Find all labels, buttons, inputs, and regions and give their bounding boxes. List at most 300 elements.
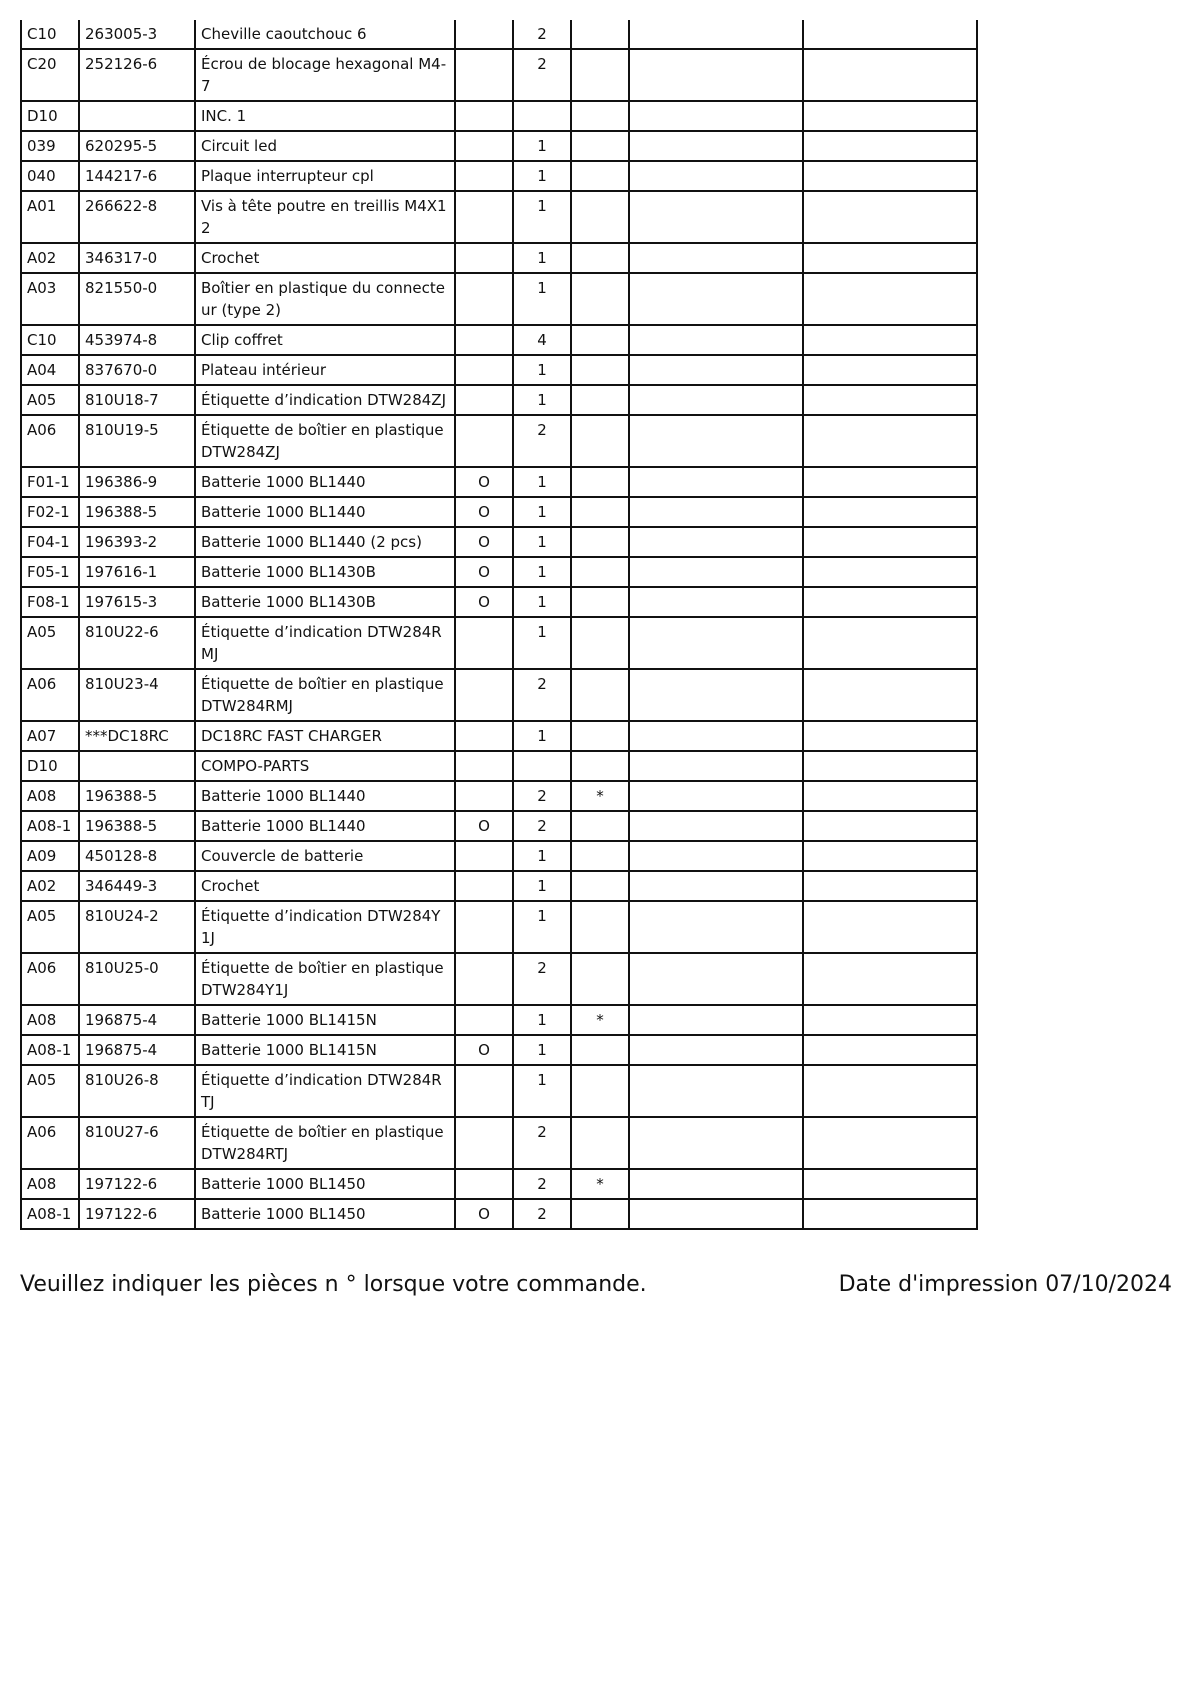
description-cell: Batterie 1000 BL1440: [195, 781, 455, 811]
description-cell: Batterie 1000 BL1415N: [195, 1005, 455, 1035]
empty-cell: [629, 497, 803, 527]
position-cell: 040: [21, 161, 79, 191]
position-cell: A06: [21, 1117, 79, 1169]
table-row: [21, 273, 977, 325]
note-marker-cell: [571, 751, 629, 781]
option-marker-cell: [455, 721, 513, 751]
table-row: [21, 1065, 977, 1117]
empty-cell: [629, 721, 803, 751]
position-cell: A02: [21, 871, 79, 901]
quantity-cell: 1: [513, 841, 571, 871]
part-number-cell: 196388-5: [79, 781, 195, 811]
table-row: [21, 1199, 977, 1229]
position-cell: 039: [21, 131, 79, 161]
note-marker-cell: [571, 1199, 629, 1229]
table-row: [21, 20, 977, 49]
note-marker-cell: [571, 587, 629, 617]
empty-cell: [629, 191, 803, 243]
part-number-cell: 837670-0: [79, 355, 195, 385]
quantity-cell: 2: [513, 781, 571, 811]
empty-cell: [629, 1117, 803, 1169]
empty-cell: [803, 1199, 977, 1229]
note-marker-cell: [571, 617, 629, 669]
quantity-cell: 1: [513, 587, 571, 617]
table-row: [21, 781, 977, 811]
quantity-cell: 1: [513, 273, 571, 325]
table-row: [21, 1035, 977, 1065]
empty-cell: [629, 953, 803, 1005]
empty-cell: [803, 467, 977, 497]
empty-cell: [629, 243, 803, 273]
position-cell: F05-1: [21, 557, 79, 587]
empty-cell: [803, 131, 977, 161]
note-marker-cell: [571, 811, 629, 841]
note-marker-cell: [571, 191, 629, 243]
option-marker-cell: [455, 20, 513, 49]
quantity-cell: 2: [513, 953, 571, 1005]
part-number-cell: 810U26-8: [79, 1065, 195, 1117]
quantity-cell: 1: [513, 191, 571, 243]
empty-cell: [803, 1117, 977, 1169]
empty-cell: [629, 751, 803, 781]
part-number-cell: 196393-2: [79, 527, 195, 557]
quantity-cell: 1: [513, 871, 571, 901]
part-number-cell: 144217-6: [79, 161, 195, 191]
part-number-cell: 810U18-7: [79, 385, 195, 415]
table-row: [21, 325, 977, 355]
empty-cell: [629, 901, 803, 953]
empty-cell: [803, 325, 977, 355]
description-cell: Batterie 1000 BL1440: [195, 497, 455, 527]
part-number-cell: 810U19-5: [79, 415, 195, 467]
quantity-cell: [513, 101, 571, 131]
empty-cell: [629, 557, 803, 587]
page-footer: [20, 1271, 1172, 1299]
part-number-cell: 196875-4: [79, 1005, 195, 1035]
description-cell: Circuit led: [195, 131, 455, 161]
empty-cell: [803, 385, 977, 415]
description-cell: Étiquette de boîtier en plastique DTW284ZJ: [195, 415, 455, 467]
quantity-cell: 2: [513, 20, 571, 49]
empty-cell: [629, 1169, 803, 1199]
option-marker-cell: [455, 841, 513, 871]
table-row: [21, 243, 977, 273]
note-marker-cell: [571, 20, 629, 49]
position-cell: A01: [21, 191, 79, 243]
note-marker-cell: [571, 325, 629, 355]
option-marker-cell: O: [455, 497, 513, 527]
quantity-cell: 1: [513, 1005, 571, 1035]
position-cell: F08-1: [21, 587, 79, 617]
empty-cell: [629, 871, 803, 901]
description-cell: Couvercle de batterie: [195, 841, 455, 871]
option-marker-cell: O: [455, 1035, 513, 1065]
description-cell: Écrou de blocage hexagonal M4-7: [195, 49, 455, 101]
empty-cell: [629, 811, 803, 841]
option-marker-cell: [455, 1005, 513, 1035]
empty-cell: [629, 415, 803, 467]
description-cell: Plateau intérieur: [195, 355, 455, 385]
quantity-cell: 4: [513, 325, 571, 355]
option-marker-cell: [455, 325, 513, 355]
position-cell: A08-1: [21, 1199, 79, 1229]
quantity-cell: 1: [513, 1035, 571, 1065]
empty-cell: [803, 811, 977, 841]
table-row: [21, 669, 977, 721]
note-marker-cell: [571, 527, 629, 557]
empty-cell: [803, 191, 977, 243]
note-marker-cell: [571, 161, 629, 191]
part-number-cell: 810U23-4: [79, 669, 195, 721]
option-marker-cell: [455, 1065, 513, 1117]
empty-cell: [803, 20, 977, 49]
empty-cell: [629, 781, 803, 811]
position-cell: A05: [21, 617, 79, 669]
option-marker-cell: [455, 669, 513, 721]
part-number-cell: 263005-3: [79, 20, 195, 49]
part-number-cell: 810U24-2: [79, 901, 195, 953]
position-cell: A08: [21, 781, 79, 811]
part-number-cell: 346449-3: [79, 871, 195, 901]
part-number-cell: 620295-5: [79, 131, 195, 161]
empty-cell: [803, 273, 977, 325]
quantity-cell: 1: [513, 385, 571, 415]
empty-cell: [629, 355, 803, 385]
note-marker-cell: [571, 1065, 629, 1117]
empty-cell: [803, 669, 977, 721]
part-number-cell: 197616-1: [79, 557, 195, 587]
part-number-cell: 197122-6: [79, 1169, 195, 1199]
description-cell: Batterie 1000 BL1440: [195, 811, 455, 841]
table-row: [21, 355, 977, 385]
position-cell: A09: [21, 841, 79, 871]
empty-cell: [629, 1035, 803, 1065]
position-cell: A05: [21, 1065, 79, 1117]
description-cell: Batterie 1000 BL1450: [195, 1199, 455, 1229]
empty-cell: [803, 355, 977, 385]
note-marker-cell: [571, 101, 629, 131]
option-marker-cell: O: [455, 1199, 513, 1229]
description-cell: Étiquette d’indication DTW284Y1J: [195, 901, 455, 953]
part-number-cell: 197615-3: [79, 587, 195, 617]
table-row: [21, 617, 977, 669]
note-marker-cell: *: [571, 781, 629, 811]
position-cell: A07: [21, 721, 79, 751]
empty-cell: [629, 325, 803, 355]
quantity-cell: [513, 751, 571, 781]
option-marker-cell: [455, 101, 513, 131]
empty-cell: [629, 467, 803, 497]
note-marker-cell: [571, 355, 629, 385]
option-marker-cell: [455, 385, 513, 415]
empty-cell: [803, 527, 977, 557]
option-marker-cell: [455, 131, 513, 161]
part-number-cell: 266622-8: [79, 191, 195, 243]
table-row: [21, 901, 977, 953]
part-number-cell: 197122-6: [79, 1199, 195, 1229]
empty-cell: [803, 415, 977, 467]
description-cell: DC18RC FAST CHARGER: [195, 721, 455, 751]
quantity-cell: 2: [513, 669, 571, 721]
description-cell: Étiquette de boîtier en plastique DTW284Y1J: [195, 953, 455, 1005]
position-cell: A08-1: [21, 811, 79, 841]
note-marker-cell: *: [571, 1169, 629, 1199]
description-cell: Plaque interrupteur cpl: [195, 161, 455, 191]
position-cell: A06: [21, 415, 79, 467]
position-cell: A08: [21, 1005, 79, 1035]
empty-cell: [629, 1065, 803, 1117]
description-cell: Vis à tête poutre en treillis M4X12: [195, 191, 455, 243]
description-cell: Batterie 1000 BL1430B: [195, 587, 455, 617]
table-row: [21, 101, 977, 131]
print-date: Date d'impression 07/10/2024: [838, 1272, 1172, 1297]
table-row: [21, 1169, 977, 1199]
quantity-cell: 2: [513, 1199, 571, 1229]
quantity-cell: 1: [513, 497, 571, 527]
option-marker-cell: [455, 901, 513, 953]
part-number-cell: 196875-4: [79, 1035, 195, 1065]
empty-cell: [803, 901, 977, 953]
option-marker-cell: O: [455, 557, 513, 587]
empty-cell: [629, 617, 803, 669]
empty-cell: [803, 49, 977, 101]
empty-cell: [629, 1199, 803, 1229]
position-cell: A05: [21, 385, 79, 415]
table-row: [21, 161, 977, 191]
empty-cell: [803, 617, 977, 669]
empty-cell: [803, 1169, 977, 1199]
option-marker-cell: [455, 617, 513, 669]
table-row: [21, 385, 977, 415]
option-marker-cell: [455, 871, 513, 901]
empty-cell: [629, 385, 803, 415]
description-cell: Étiquette d’indication DTW284ZJ: [195, 385, 455, 415]
option-marker-cell: [455, 191, 513, 243]
empty-cell: [803, 751, 977, 781]
table-row: [21, 953, 977, 1005]
quantity-cell: 1: [513, 131, 571, 161]
note-marker-cell: [571, 49, 629, 101]
position-cell: A03: [21, 273, 79, 325]
parts-table-body: [21, 20, 977, 1229]
option-marker-cell: [455, 1169, 513, 1199]
quantity-cell: 1: [513, 901, 571, 953]
description-cell: Étiquette de boîtier en plastique DTW284RTJ: [195, 1117, 455, 1169]
part-number-cell: 450128-8: [79, 841, 195, 871]
description-cell: Clip coffret: [195, 325, 455, 355]
option-marker-cell: O: [455, 467, 513, 497]
position-cell: D10: [21, 751, 79, 781]
quantity-cell: 2: [513, 811, 571, 841]
quantity-cell: 2: [513, 415, 571, 467]
description-cell: Crochet: [195, 871, 455, 901]
table-row: [21, 587, 977, 617]
order-instruction: Veuillez indiquer les pièces n ° lorsque votre commande.: [20, 1272, 647, 1297]
note-marker-cell: [571, 557, 629, 587]
part-number-cell: 196388-5: [79, 811, 195, 841]
description-cell: Étiquette d’indication DTW284RMJ: [195, 617, 455, 669]
option-marker-cell: [455, 355, 513, 385]
table-row: [21, 49, 977, 101]
description-cell: Batterie 1000 BL1440 (2 pcs): [195, 527, 455, 557]
description-cell: INC. 1: [195, 101, 455, 131]
empty-cell: [803, 841, 977, 871]
description-cell: Crochet: [195, 243, 455, 273]
table-row: [21, 415, 977, 467]
position-cell: A08: [21, 1169, 79, 1199]
empty-cell: [803, 871, 977, 901]
note-marker-cell: [571, 1035, 629, 1065]
note-marker-cell: [571, 131, 629, 161]
note-marker-cell: [571, 415, 629, 467]
description-cell: Cheville caoutchouc 6: [195, 20, 455, 49]
empty-cell: [803, 721, 977, 751]
position-cell: A04: [21, 355, 79, 385]
quantity-cell: 1: [513, 617, 571, 669]
empty-cell: [629, 587, 803, 617]
empty-cell: [629, 841, 803, 871]
empty-cell: [629, 1005, 803, 1035]
note-marker-cell: [571, 871, 629, 901]
option-marker-cell: [455, 273, 513, 325]
option-marker-cell: [455, 751, 513, 781]
note-marker-cell: [571, 385, 629, 415]
position-cell: A08-1: [21, 1035, 79, 1065]
quantity-cell: 2: [513, 1117, 571, 1169]
position-cell: C10: [21, 20, 79, 49]
quantity-cell: 1: [513, 161, 571, 191]
position-cell: D10: [21, 101, 79, 131]
parts-table: [20, 20, 978, 1230]
part-number-cell: ***DC18RC: [79, 721, 195, 751]
quantity-cell: 1: [513, 355, 571, 385]
part-number-cell: 196388-5: [79, 497, 195, 527]
empty-cell: [803, 243, 977, 273]
empty-cell: [803, 953, 977, 1005]
empty-cell: [629, 527, 803, 557]
table-row: [21, 497, 977, 527]
option-marker-cell: [455, 953, 513, 1005]
table-row: [21, 467, 977, 497]
empty-cell: [629, 669, 803, 721]
note-marker-cell: [571, 953, 629, 1005]
part-number-cell: 252126-6: [79, 49, 195, 101]
table-row: [21, 557, 977, 587]
empty-cell: [629, 49, 803, 101]
empty-cell: [803, 557, 977, 587]
empty-cell: [629, 20, 803, 49]
part-number-cell: [79, 101, 195, 131]
table-row: [21, 841, 977, 871]
empty-cell: [803, 161, 977, 191]
description-cell: Batterie 1000 BL1440: [195, 467, 455, 497]
table-row: [21, 751, 977, 781]
position-cell: C10: [21, 325, 79, 355]
note-marker-cell: [571, 497, 629, 527]
option-marker-cell: [455, 781, 513, 811]
option-marker-cell: O: [455, 811, 513, 841]
option-marker-cell: O: [455, 527, 513, 557]
description-cell: Boîtier en plastique du connecteur (type 2): [195, 273, 455, 325]
part-number-cell: 346317-0: [79, 243, 195, 273]
quantity-cell: 1: [513, 721, 571, 751]
option-marker-cell: O: [455, 587, 513, 617]
option-marker-cell: [455, 49, 513, 101]
part-number-cell: [79, 751, 195, 781]
quantity-cell: 1: [513, 527, 571, 557]
note-marker-cell: *: [571, 1005, 629, 1035]
position-cell: C20: [21, 49, 79, 101]
empty-cell: [629, 101, 803, 131]
part-number-cell: 453974-8: [79, 325, 195, 355]
description-cell: Batterie 1000 BL1450: [195, 1169, 455, 1199]
table-row: [21, 721, 977, 751]
description-cell: Étiquette de boîtier en plastique DTW284RMJ: [195, 669, 455, 721]
empty-cell: [803, 497, 977, 527]
description-cell: Étiquette d’indication DTW284RTJ: [195, 1065, 455, 1117]
quantity-cell: 1: [513, 557, 571, 587]
note-marker-cell: [571, 243, 629, 273]
position-cell: A05: [21, 901, 79, 953]
description-cell: Batterie 1000 BL1430B: [195, 557, 455, 587]
table-row: [21, 871, 977, 901]
quantity-cell: 1: [513, 243, 571, 273]
position-cell: F04-1: [21, 527, 79, 557]
note-marker-cell: [571, 841, 629, 871]
empty-cell: [629, 273, 803, 325]
note-marker-cell: [571, 1117, 629, 1169]
position-cell: A06: [21, 669, 79, 721]
note-marker-cell: [571, 721, 629, 751]
description-cell: Batterie 1000 BL1415N: [195, 1035, 455, 1065]
quantity-cell: 2: [513, 1169, 571, 1199]
empty-cell: [803, 1065, 977, 1117]
description-cell: COMPO-PARTS: [195, 751, 455, 781]
part-number-cell: 810U22-6: [79, 617, 195, 669]
quantity-cell: 1: [513, 467, 571, 497]
position-cell: A02: [21, 243, 79, 273]
table-row: [21, 131, 977, 161]
table-row: [21, 1117, 977, 1169]
table-row: [21, 191, 977, 243]
part-number-cell: 196386-9: [79, 467, 195, 497]
option-marker-cell: [455, 1117, 513, 1169]
option-marker-cell: [455, 161, 513, 191]
empty-cell: [803, 1035, 977, 1065]
note-marker-cell: [571, 273, 629, 325]
part-number-cell: 810U25-0: [79, 953, 195, 1005]
empty-cell: [803, 101, 977, 131]
empty-cell: [803, 1005, 977, 1035]
position-cell: F02-1: [21, 497, 79, 527]
option-marker-cell: [455, 243, 513, 273]
position-cell: F01-1: [21, 467, 79, 497]
table-row: [21, 811, 977, 841]
part-number-cell: 810U27-6: [79, 1117, 195, 1169]
part-number-cell: 821550-0: [79, 273, 195, 325]
table-row: [21, 527, 977, 557]
empty-cell: [803, 781, 977, 811]
empty-cell: [629, 161, 803, 191]
option-marker-cell: [455, 415, 513, 467]
empty-cell: [629, 131, 803, 161]
quantity-cell: 2: [513, 49, 571, 101]
table-row: [21, 1005, 977, 1035]
note-marker-cell: [571, 901, 629, 953]
note-marker-cell: [571, 669, 629, 721]
note-marker-cell: [571, 467, 629, 497]
position-cell: A06: [21, 953, 79, 1005]
